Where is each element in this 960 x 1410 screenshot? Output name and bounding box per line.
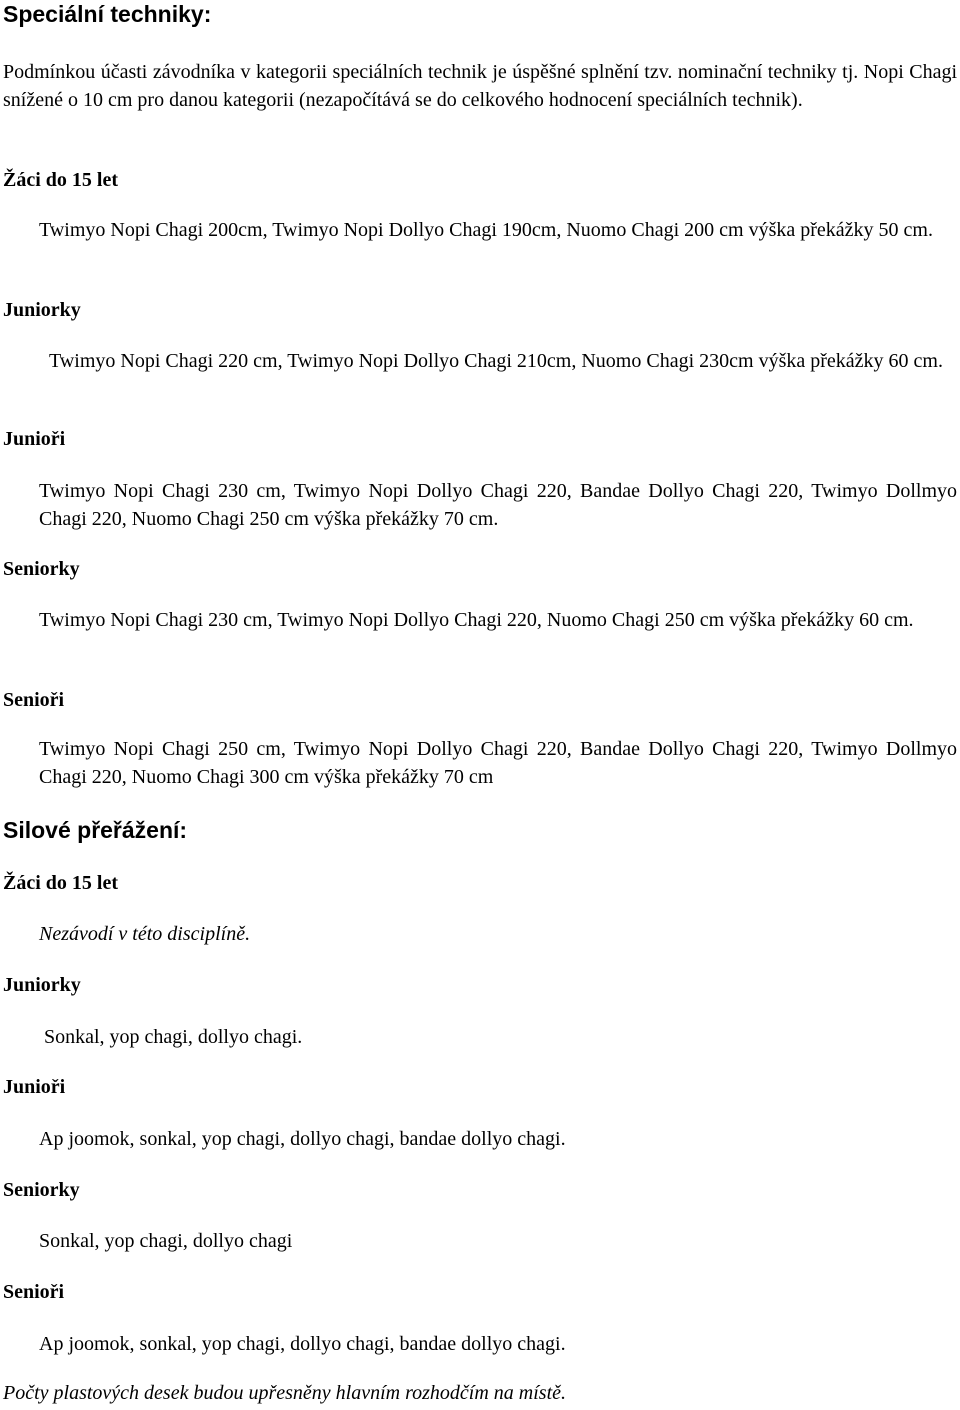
category-label-juniorky: Juniorky bbox=[3, 299, 81, 321]
power-text-seniori: Ap joomok, sonkal, yop chagi, dollyo chagi, bandae dollyo chagi. bbox=[39, 1333, 566, 1355]
category-text-seniorky: Twimyo Nopi Chagi 230 cm, Twimyo Nopi Dollyo Chagi 220, Nuomo Chagi 250 cm výška překážky 60 cm. bbox=[39, 609, 914, 631]
category-text-zaci: Twimyo Nopi Chagi 200cm, Twimyo Nopi Dollyo Chagi 190cm, Nuomo Chagi 200 cm výška překážky 50 cm. bbox=[39, 219, 933, 241]
category-text-juniorky: Twimyo Nopi Chagi 220 cm, Twimyo Nopi Dollyo Chagi 210cm, Nuomo Chagi 230cm výška překážky 60 cm. bbox=[49, 350, 943, 372]
footnote: Počty plastových desek budou upřesněny hlavním rozhodčím na místě. bbox=[3, 1382, 567, 1404]
power-text-seniorky: Sonkal, yop chagi, dollyo chagi bbox=[39, 1230, 293, 1252]
power-label-juniori: Junioři bbox=[3, 1076, 66, 1098]
section-heading-power-breaking: Silové přeřážení: bbox=[3, 817, 188, 843]
power-label-seniori: Senioři bbox=[3, 1281, 65, 1303]
special-techniques-intro: Podmínkou účasti závodníka v kategorii speciálních technik je úspěšné splnění tzv. nominační techniky tj. Nopi Chagi snížené o 10 cm pro danou kategorii (nezapočítává se do celkového hodnocení speciálních technik). bbox=[3, 61, 957, 111]
category-text-seniori: Twimyo Nopi Chagi 250 cm, Twimyo Nopi Dollyo Chagi 220, Bandae Dollyo Chagi 220, Twimyo Dollmyo Chagi 220, Nuomo Chagi 300 cm výška překážky 70 cm bbox=[39, 738, 957, 788]
power-label-juniorky: Juniorky bbox=[3, 974, 81, 996]
section-heading-special-techniques: Speciální techniky: bbox=[3, 1, 212, 27]
category-text-juniori: Twimyo Nopi Chagi 230 cm, Twimyo Nopi Dollyo Chagi 220, Bandae Dollyo Chagi 220, Twimyo Dollmyo Chagi 220, Nuomo Chagi 250 cm výška překážky 70 cm. bbox=[39, 480, 957, 530]
power-text-juniorky: Sonkal, yop chagi, dollyo chagi. bbox=[44, 1026, 303, 1048]
category-label-seniori: Senioři bbox=[3, 689, 65, 711]
category-label-juniori: Junioři bbox=[3, 428, 66, 450]
category-label-zaci: Žáci do 15 let bbox=[3, 169, 118, 191]
power-text-zaci: Nezávodí v této disciplíně. bbox=[39, 923, 251, 945]
category-label-seniorky: Seniorky bbox=[3, 558, 80, 580]
power-text-juniori: Ap joomok, sonkal, yop chagi, dollyo chagi, bandae dollyo chagi. bbox=[39, 1128, 566, 1150]
power-label-seniorky: Seniorky bbox=[3, 1179, 80, 1201]
power-label-zaci: Žáci do 15 let bbox=[3, 872, 118, 894]
